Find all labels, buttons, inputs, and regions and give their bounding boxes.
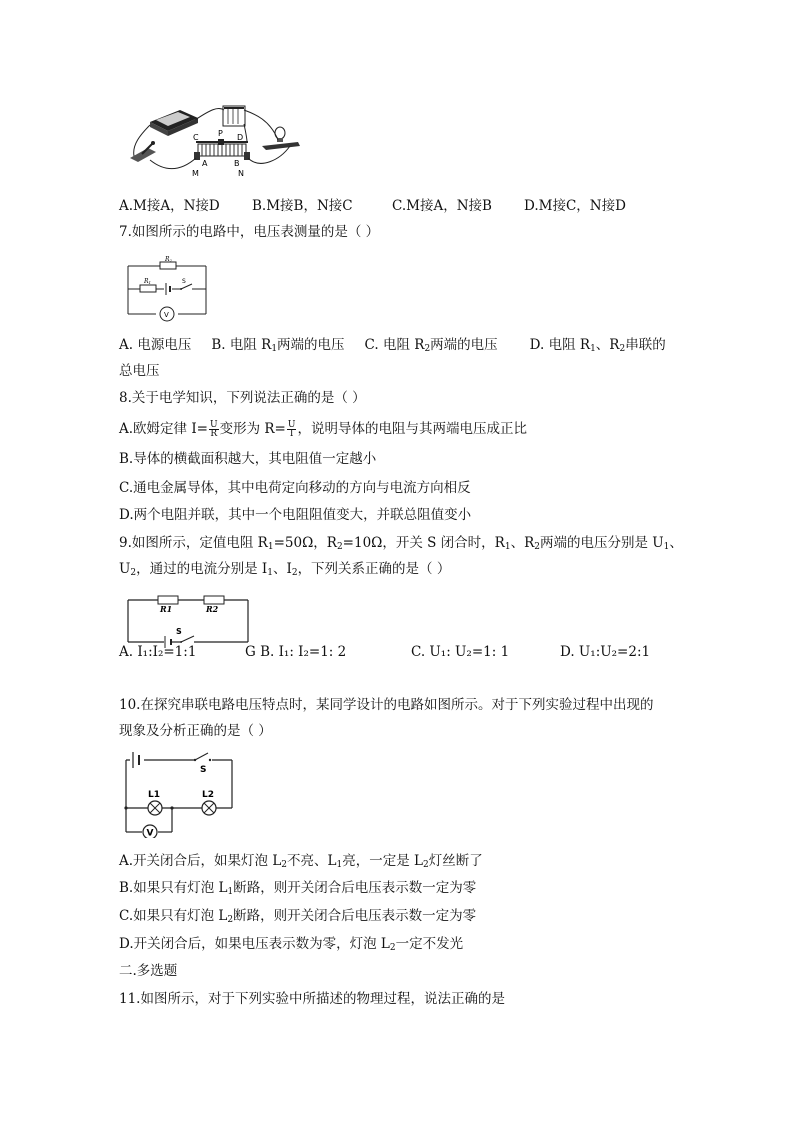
q10-a-sub3: 2: [423, 860, 429, 870]
ammeter-icon: [150, 110, 198, 136]
q7-options-line: [119, 336, 666, 358]
q9-s1-c: =10Ω，开关 S 闭合时，R: [342, 535, 505, 551]
svg-text:R2: [164, 256, 173, 263]
q8-option-d[interactable]: D.两个电阻并联，其中一个电阻阻值变大，并联总阻值变小: [119, 507, 472, 523]
q9-s1-d: 、R: [510, 535, 535, 551]
q10-battery-symbol: [130, 752, 144, 768]
q7-option-d-continued: 总电压: [119, 363, 160, 379]
svg-text:R1: [143, 278, 151, 285]
q7-option-c[interactable]: [365, 337, 498, 353]
q9-label-s: S: [176, 627, 182, 636]
q6-option-b[interactable]: B.M接B，N接C: [252, 198, 353, 214]
q6-option-d[interactable]: D.M接C，N接D: [524, 198, 626, 214]
q9-stem-line2: [119, 560, 450, 582]
battery-symbol: [164, 283, 172, 295]
section-heading-multiple-choice: 二.多选题: [119, 963, 178, 979]
q7-label-r2: R: [165, 256, 170, 263]
battery-icon: [223, 106, 245, 126]
label-C: C: [193, 133, 199, 142]
q7-option-b-text: B. 电阻 R: [211, 337, 272, 353]
q7-label-r1-sub: 1: [148, 280, 152, 285]
label-D: D: [237, 133, 244, 142]
q8-option-b[interactable]: B.导体的横截面积越大，其电阻值一定越小: [119, 451, 377, 467]
rheostat-icon: [194, 139, 250, 160]
q9-label-r1: R1: [160, 604, 173, 614]
q7-option-d[interactable]: [530, 337, 666, 353]
q9-s2-d: ，下列关系正确的是（ ）: [297, 561, 451, 577]
q8-option-a[interactable]: [119, 420, 527, 438]
q9-option-d[interactable]: D. U₁:U₂=2:1: [560, 644, 651, 660]
q9-switch-symbol: [180, 636, 194, 643]
q7-label-v: V: [164, 311, 169, 319]
q10-option-a[interactable]: [119, 852, 483, 874]
bulb-icon: [262, 127, 300, 150]
frac1-num: U: [209, 420, 218, 430]
q10-d-tail: 一定不发光: [395, 936, 464, 952]
q9-option-b[interactable]: G B. I₁: I₂=1: 2: [245, 644, 347, 660]
q9-s1-sub4: 2: [534, 542, 540, 552]
q9-s2-c: 、I: [272, 561, 292, 577]
q10-switch-symbol: [194, 753, 212, 763]
q7-option-c-sub: 2: [424, 344, 431, 354]
q10-a-sub1: 2: [281, 860, 288, 870]
q9-s2-a: U: [119, 561, 131, 577]
q7-label-r1: R: [144, 278, 149, 285]
q9-s2-b: ，通过的电流分别是 I: [136, 561, 268, 577]
q10-a-sub2: 1: [336, 860, 343, 870]
q8-stem: 8.关于电学知识，下列说法正确的是（ ）: [119, 390, 366, 406]
q10-label-l2: L2: [202, 790, 214, 800]
q10-label-v: V: [146, 828, 154, 838]
fraction-u-over-i: [287, 421, 297, 438]
q8-a-tail: ，说明导体的电阻与其两端电压成正比: [297, 421, 527, 437]
q10-b-tail: 断路，则开关闭合后电压表示数一定为零: [233, 880, 477, 896]
q10-option-b[interactable]: [119, 879, 476, 901]
frac2-num: U: [287, 420, 296, 430]
q10-stem-line2: 现象及分析正确的是（ ）: [119, 723, 272, 739]
q7-option-d-text: D. 电阻 R: [529, 337, 591, 353]
lamp-l2-icon: [202, 801, 216, 815]
q10-label-l1: L1: [148, 790, 160, 800]
q10-voltmeter-symbol: [143, 825, 157, 838]
lamp-l1-icon: [148, 801, 162, 815]
switch-symbol: [180, 284, 192, 294]
q9-s2-sub3: 2: [291, 568, 298, 578]
q9-resistor-r1: [158, 596, 178, 604]
q6-apparatus-figure: [120, 100, 305, 185]
q7-option-d-sub2: 2: [619, 344, 626, 354]
q10-a-mid: 不亮、L: [287, 853, 337, 869]
q9-stem-line1: [119, 534, 683, 556]
label-B: B: [234, 159, 240, 168]
q10-d-sub: 2: [389, 943, 396, 953]
q7-option-d-tail: 串联的: [625, 337, 666, 353]
q9-s1-sub2: 2: [336, 542, 343, 552]
frac1-den: R: [210, 429, 218, 439]
resistor-r1: [140, 285, 156, 292]
q9-option-c[interactable]: C. U₁: U₂=1: 1: [411, 644, 510, 660]
q10-option-c[interactable]: [119, 907, 476, 929]
resistor-r2: [160, 262, 176, 269]
q7-label-s: S: [182, 278, 186, 285]
q7-stem: 7.如图所示的电路中，电压表测量的是（ ）: [119, 224, 380, 240]
q8-a-mid: 变形为 R=: [219, 421, 286, 437]
q9-s1-sub1: 1: [267, 542, 274, 552]
q7-option-c-text: C. 电阻 R: [364, 337, 425, 353]
q9-circuit-figure: [120, 588, 252, 648]
q9-s1-b: =50Ω，R: [273, 535, 337, 551]
q9-s1-sub5: 1: [663, 542, 670, 552]
q10-d-text: D.开关闭合后，如果电压表示数为零，灯泡 L: [119, 936, 390, 952]
wires: [134, 108, 290, 168]
q9-s1-sub3: 1: [504, 542, 511, 552]
q6-option-a[interactable]: A.M接A，N接D: [119, 198, 220, 214]
q10-a-tail: 灯丝断了: [428, 853, 483, 869]
q10-c-tail: 断路，则开关闭合后电压表示数一定为零: [233, 908, 477, 924]
q7-option-d-sub1: 1: [590, 344, 596, 354]
q9-resistor-r2: [204, 596, 224, 604]
q7-label-r2-sub: 2: [169, 258, 173, 263]
q7-option-c-tail: 两端的电压: [430, 337, 498, 353]
fraction-u-over-r: [209, 421, 219, 438]
q9-label-r2: R2: [206, 604, 219, 614]
q7-option-a[interactable]: A. 电源电压: [119, 337, 192, 353]
q10-c-text: C.如果只有灯泡 L: [119, 908, 228, 924]
q9-s1-f: 、: [669, 535, 683, 551]
q9-s1-a: 9.如图所示，定值电阻 R: [119, 535, 268, 551]
q10-b-text: B.如果只有灯泡 L: [119, 880, 228, 896]
q10-label-s: S: [200, 765, 207, 775]
label-M: M: [192, 169, 199, 178]
q10-b-sub: 1: [227, 887, 234, 897]
q6-option-c[interactable]: C.M接A，N接B: [392, 198, 492, 214]
q7-circuit-figure: [120, 252, 212, 330]
q10-circuit-figure: [120, 750, 236, 838]
q7-option-b-tail: 两端的电压: [277, 337, 345, 353]
q10-c-sub: 2: [227, 915, 234, 925]
label-P: P: [218, 129, 223, 138]
q8-a-text: A.欧姆定律 I=: [119, 421, 208, 437]
frac2-den: I: [289, 429, 294, 439]
label-A: A: [202, 159, 208, 168]
q8-option-c[interactable]: C.通电金属导体，其中电荷定向移动的方向与电流方向相反: [119, 480, 471, 496]
label-N: N: [238, 169, 244, 178]
q9-s1-e: 两端的电压分别是 U: [540, 535, 664, 551]
q10-option-d[interactable]: [119, 935, 463, 957]
q7-option-b-sub: 1: [271, 344, 278, 354]
q10-a-mid2: 亮，一定是 L: [342, 853, 423, 869]
q9-s2-sub2: 1: [267, 568, 273, 578]
q7-option-d-mid: 、R: [595, 337, 620, 353]
q11-stem: 11.如图所示，对于下列实验中所描述的物理过程，说法正确的是: [119, 991, 505, 1007]
q9-option-a[interactable]: A. I₁:I₂=1:1: [119, 644, 197, 660]
q9-s2-sub1: 2: [130, 568, 137, 578]
q7-option-b[interactable]: [211, 337, 344, 353]
q10-a-text: A.开关闭合后，如果灯泡 L: [119, 853, 282, 869]
q10-stem-line1: 10.在探究串联电路电压特点时，某同学设计的电路如图所示。对于下列实验过程中出现的: [119, 697, 654, 713]
